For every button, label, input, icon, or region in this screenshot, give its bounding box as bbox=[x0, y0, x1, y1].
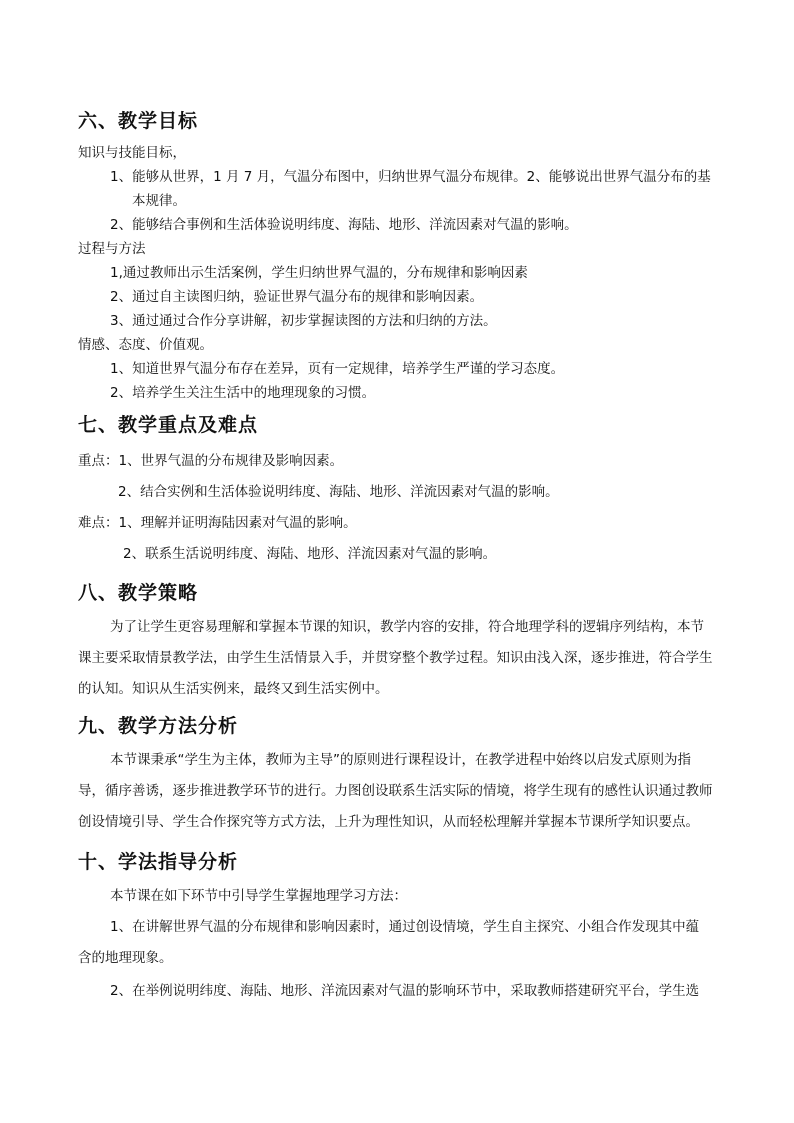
process-item-1: 1,通过教师出示生活案例，学生归纳世界气温的，分布规律和影响因素 bbox=[110, 265, 528, 281]
guidance-item-2-line-1: 2、在举例说明纬度、海陆、地形、洋流因素对气温的影响环节中，采取教师搭建研究平台，学生选 bbox=[110, 983, 700, 999]
key-point-2: 2、结合实例和生活体验说明纬度、海陆、地形、洋流因素对气温的影响。 bbox=[118, 484, 559, 500]
difficulty-2: 2、联系生活说明纬度、海陆、地形、洋流因素对气温的影响。 bbox=[123, 546, 497, 562]
section-9-heading: 九、教学方法分析 bbox=[78, 715, 239, 737]
process-item-2: 2、通过自主读图归纳，验证世界气温分布的规律和影响因素。 bbox=[110, 289, 484, 305]
guidance-item-1-line-1: 1、在讲解世界气温的分布规律和影响因素时，通过创设情境，学生自主探究、小组合作发现其中蕴 bbox=[110, 919, 700, 935]
emotion-item-2: 2、培养学生关注生活中的地理现象的习惯。 bbox=[110, 385, 376, 401]
method-line-1: 本节课秉承“学生为主体，教师为主导”的原则进行课程设计，在教学进程中始终以启发式原则为指 bbox=[110, 752, 691, 768]
knowledge-label: 知识与技能目标， bbox=[78, 145, 186, 161]
knowledge-item-2: 2、能够结合事例和生活体验说明纬度、海陆、地形、洋流因素对气温的影响。 bbox=[110, 217, 578, 233]
process-item-3: 3、通过通过合作分享讲解，初步掌握读图的方法和归纳的方法。 bbox=[110, 313, 497, 329]
process-label: 过程与方法 bbox=[78, 241, 146, 257]
section-8-heading: 八、教学策略 bbox=[78, 582, 199, 604]
section-10-heading: 十、学法指导分析 bbox=[78, 851, 239, 873]
key-point-1: 重点：1、世界气温的分布规律及影响因素。 bbox=[78, 453, 344, 469]
section-6-heading: 六、教学目标 bbox=[78, 110, 199, 132]
section-7-heading: 七、教学重点及难点 bbox=[78, 414, 259, 436]
method-line-3: 创设情境引导、学生合作探究等方式方法，上升为理性知识，从而轻松理解并掌握本节课所学知识要点。 bbox=[78, 814, 699, 830]
difficulty-1: 难点：1、理解并证明海陆因素对气温的影响。 bbox=[78, 515, 357, 531]
guidance-intro: 本节课在如下环节中引导学生掌握地理学习方法： bbox=[110, 888, 407, 904]
strategy-line-2: 课主要采取情景教学法，由学生生活情景入手，并贯穿整个教学过程。知识由浅入深，逐步推进，符合学生 bbox=[78, 650, 713, 666]
strategy-line-3: 的认知。知识从生活实例来，最终又到生活实例中。 bbox=[78, 681, 389, 697]
guidance-item-1-line-2: 含的地理现象。 bbox=[78, 950, 173, 966]
emotion-item-1: 1、知道世界气温分布存在差异，页有一定规律，培养学生严谨的学习态度。 bbox=[110, 361, 565, 377]
method-line-2: 导，循序善诱，逐步推进教学环节的进行。力图创设联系生活实际的情境，将学生现有的感性认识通过教师 bbox=[78, 783, 713, 799]
knowledge-item-1-line-2: 本规律。 bbox=[132, 193, 186, 209]
knowledge-item-1-line-1: 1、能够从世界，1 月 7 月，气温分布图中，归纳世界气温分布规律。2、能够说出世界气温分布的基 bbox=[110, 169, 711, 185]
emotion-label: 情感、态度、价值观。 bbox=[78, 337, 213, 353]
strategy-line-1: 为了让学生更容易理解和掌握本节课的知识，教学内容的安排，符合地理学科的逻辑序列结构，本节 bbox=[110, 619, 704, 635]
